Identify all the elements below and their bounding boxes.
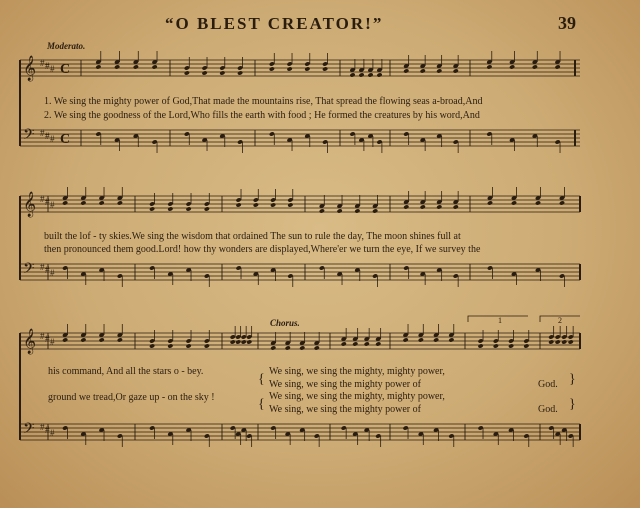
tempo-marking: Moderato.: [47, 41, 86, 51]
note-head: [555, 339, 561, 344]
sharp-icon: #: [50, 268, 55, 278]
sharp-icon: #: [40, 128, 45, 138]
note-head: [219, 70, 225, 75]
note-head: [341, 341, 347, 346]
bass-clef-icon: 𝄢: [23, 126, 35, 147]
system2-verse1-lyrics: built the lof - ty skies.We sing the wisdom that ordained The sun to rule the day, The moon shines full at: [44, 231, 461, 242]
note-head: [80, 200, 86, 205]
note-head: [246, 339, 252, 344]
system3-verse2-chorus-b: We sing, we sing the mighty power of: [269, 404, 421, 415]
volta-bracket: [468, 316, 528, 322]
sharp-icon: #: [40, 262, 45, 272]
chorus-label: Chorus.: [270, 318, 300, 328]
system3-verse2-start: ground we tread,Or gaze up - on the sky !: [48, 392, 215, 403]
note-head: [367, 72, 373, 77]
note-head: [433, 337, 439, 342]
note-head: [354, 208, 360, 213]
note-head: [372, 208, 378, 213]
note-head: [95, 64, 101, 69]
note-head: [319, 208, 325, 213]
note-head: [299, 345, 305, 350]
brace-right-1: }: [569, 372, 576, 387]
note-head: [270, 202, 276, 207]
note-head: [548, 339, 554, 344]
sharp-icon: #: [45, 131, 50, 141]
note-head: [62, 200, 68, 205]
note-head: [453, 204, 459, 209]
note-head: [186, 343, 192, 348]
note-head: [149, 206, 155, 211]
note-head: [376, 72, 382, 77]
note-head: [287, 66, 293, 71]
note-head: [184, 70, 190, 75]
hymn-title: “O BLEST CREATOR!”: [165, 14, 384, 33]
note-head: [511, 200, 517, 205]
note-head: [532, 64, 538, 69]
sharp-icon: #: [40, 58, 45, 68]
note-head: [114, 64, 120, 69]
note-head: [418, 337, 424, 342]
note-head: [270, 345, 276, 350]
note-head: [167, 206, 173, 211]
brace-left-2: {: [258, 397, 265, 412]
page-number: 39: [558, 13, 576, 33]
note-head: [420, 68, 426, 73]
sharp-icon: #: [50, 337, 55, 347]
system3-verse1-chorus-b: We sing, we sing the mighty power of: [269, 379, 421, 390]
system3-verse1-chorus-a: We sing, we sing the mighty, mighty power,: [269, 366, 445, 377]
note-head: [448, 337, 454, 342]
note-head: [420, 204, 426, 209]
note-head: [117, 337, 123, 342]
note-head: [80, 337, 86, 342]
sharp-icon: #: [40, 331, 45, 341]
sharp-icon: #: [45, 334, 50, 344]
system1-verse1-lyrics: 1. We sing the mighty power of God,That made the mountains rise, That spread the flowing seas a-broad,And: [44, 96, 483, 107]
note-head: [149, 343, 155, 348]
brace-left-1: {: [258, 372, 265, 387]
note-head: [237, 70, 243, 75]
note-head: [486, 64, 492, 69]
treble-clef-icon: 𝄞: [23, 192, 37, 217]
note-head: [358, 72, 364, 77]
note-head: [487, 200, 493, 205]
bass-clef-icon: 𝄢: [23, 420, 35, 441]
system2-verse2-lyrics: then pronounced them good.Lord! how thy wonders are displayed,Where'er we turn the eye, If we survey the: [44, 244, 481, 255]
note-head: [352, 341, 358, 346]
note-head: [322, 66, 328, 71]
sharp-icon: #: [50, 64, 55, 74]
note-head: [241, 339, 247, 344]
volta-bracket: [540, 316, 580, 322]
note-head: [167, 343, 173, 348]
note-head: [364, 341, 370, 346]
note-head: [287, 202, 293, 207]
note-head: [204, 206, 210, 211]
system1-verse2-lyrics: 2. We sing the goodness of the Lord,Who fills the earth with food ; He formed the creatures by his word,And: [44, 110, 480, 121]
volta-two-label: 2: [558, 316, 562, 325]
treble-clef-icon: 𝄞: [23, 56, 37, 81]
note-head: [436, 68, 442, 73]
note-head: [508, 343, 514, 348]
note-head: [117, 200, 123, 205]
system3-verse2-chorus-a: We sing, we sing the mighty, mighty power,: [269, 391, 445, 402]
system3-verse1-end: God.: [538, 379, 558, 390]
note-head: [453, 68, 459, 73]
note-head: [304, 66, 310, 71]
sharp-icon: #: [45, 197, 50, 207]
time-signature-icon: C: [60, 132, 71, 147]
note-head: [186, 206, 192, 211]
note-head: [202, 70, 208, 75]
note-head: [99, 200, 105, 205]
note-head: [133, 64, 139, 69]
sharp-icon: #: [40, 194, 45, 204]
note-head: [436, 204, 442, 209]
note-head: [230, 339, 236, 344]
note-head: [568, 339, 574, 344]
note-head: [152, 64, 158, 69]
note-head: [269, 66, 275, 71]
note-head: [337, 208, 343, 213]
note-head: [235, 339, 241, 344]
system3-verse2-end: God.: [538, 404, 558, 415]
note-head: [99, 337, 105, 342]
note-head: [285, 345, 291, 350]
note-head: [236, 202, 242, 207]
note-head: [349, 72, 355, 77]
sharp-icon: #: [40, 422, 45, 432]
time-signature-icon: C: [60, 62, 71, 77]
note-head: [555, 64, 561, 69]
note-head: [559, 200, 565, 205]
system3-verse1-start: his command, And all the stars o - bey.: [48, 366, 204, 377]
note-head: [403, 68, 409, 73]
bass-clef-icon: 𝄢: [23, 260, 35, 281]
sharp-icon: #: [50, 200, 55, 210]
note-head: [509, 64, 515, 69]
note-head: [253, 202, 259, 207]
brace-right-2: }: [569, 397, 576, 412]
note-head: [62, 337, 68, 342]
sharp-icon: #: [50, 134, 55, 144]
note-head: [561, 339, 567, 344]
note-head: [478, 343, 484, 348]
note-head: [375, 341, 381, 346]
note-head: [204, 343, 210, 348]
treble-clef-icon: 𝄞: [23, 329, 37, 354]
sharp-icon: #: [50, 428, 55, 438]
sharp-icon: #: [45, 61, 50, 71]
note-head: [403, 204, 409, 209]
note-head: [493, 343, 499, 348]
note-head: [535, 200, 541, 205]
volta-one-label: 1: [498, 316, 502, 325]
sharp-icon: #: [45, 425, 50, 435]
note-head: [403, 337, 409, 342]
note-head: [523, 343, 529, 348]
sharp-icon: #: [45, 265, 50, 275]
note-head: [314, 345, 320, 350]
